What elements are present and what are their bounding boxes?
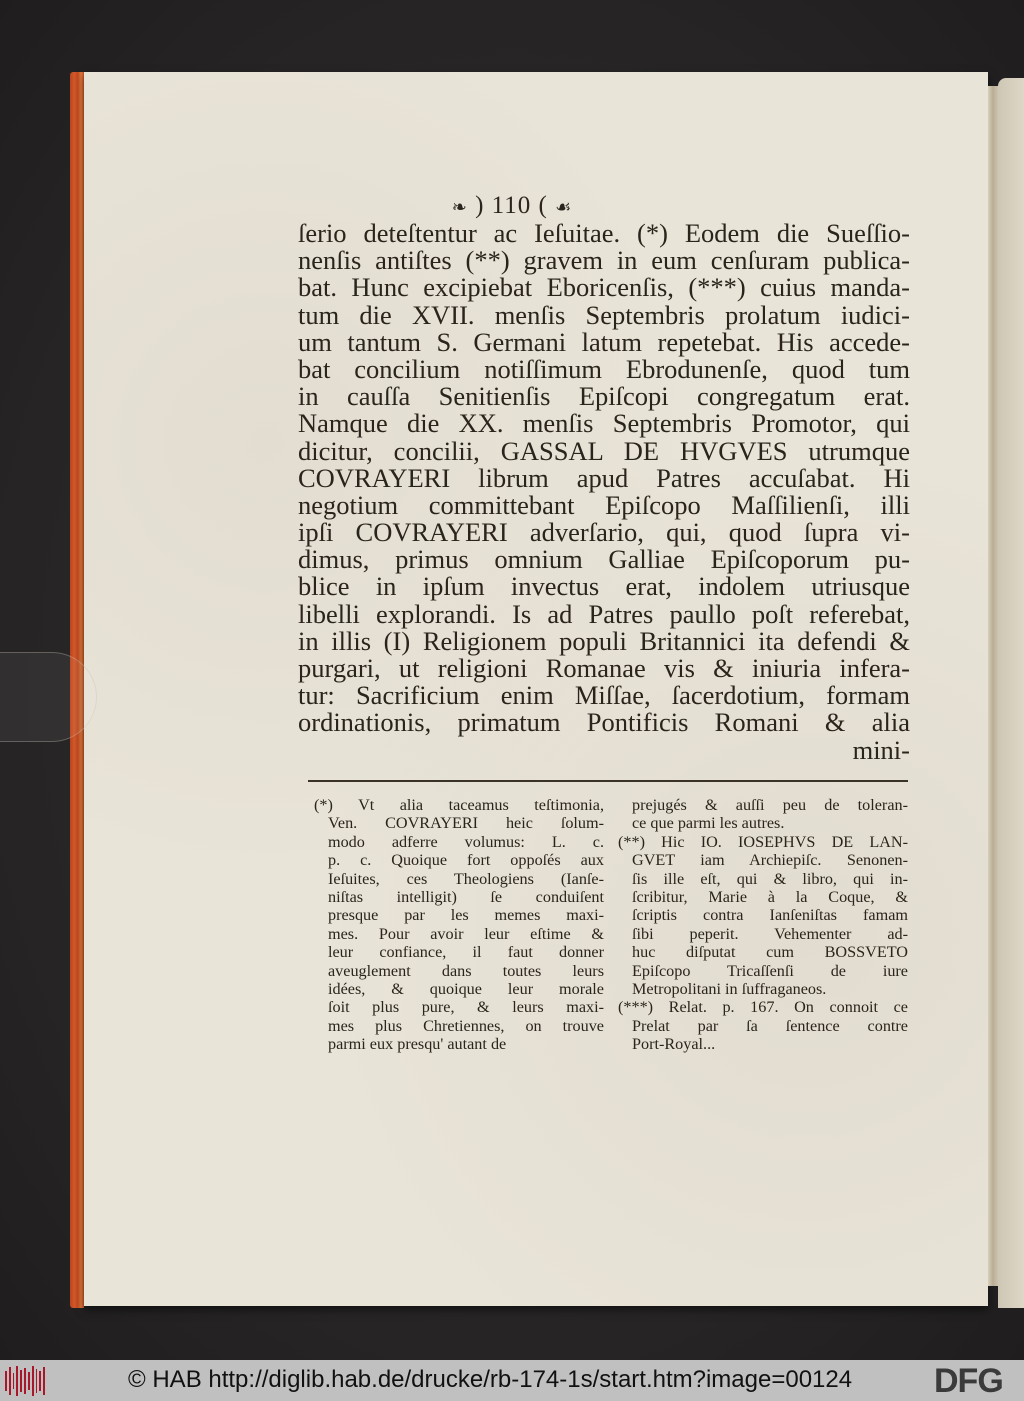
- footnote-line: prejugés & auſſi peu de toleran-: [632, 796, 908, 814]
- text-line: negotium committebant Epiſcopo Maſſilienſi, illi: [298, 489, 910, 520]
- footnote-line: Ven. COVRAYERI heic ſolum-: [328, 814, 604, 833]
- footnote-line: Ieſuites, ces Theologiens (Ianſe-: [328, 869, 604, 888]
- barcode-bar: [13, 1373, 15, 1389]
- footnote-line: Metropolitani in ſuffraganeos.: [632, 979, 827, 998]
- footnotes-left-column: [314, 796, 604, 1053]
- footnote-line: Epiſcopo Tricaſſenſi de iure: [632, 961, 908, 980]
- text-line: nenſis antiſtes (**) gravem in eum cenſuram publica-: [298, 245, 910, 276]
- text-line: ordinationis, primatum Pontificis Romani & alia: [298, 707, 910, 738]
- footnote-line: ſcriptis contra Ianſeniſtas famam: [632, 906, 908, 925]
- footnote-line: mes plus Chretiennes, on trouve: [328, 1016, 604, 1035]
- text-line: bat concilium notiſſimum Ebrodunenſe, quod tum: [298, 353, 910, 384]
- footnote-line: parmi eux presqu' autant de: [328, 1035, 507, 1054]
- footnote-line: Prelat par ſa ſentence contre: [632, 1016, 908, 1035]
- text-line: in illis (I) Religionem populi Britannici ita defendi &: [298, 625, 910, 656]
- footnote-line: ſcribitur, Marie à la Coque, &: [632, 887, 908, 906]
- text-line: tur: Sacrificium enim Miſſae, ſacerdotium, formam: [298, 680, 910, 711]
- footnote-line: p. c. Quoique fort oppoſés aux: [328, 851, 604, 870]
- text-line: ſerio deteſtentur ac Ieſuitae. (*) Eodem die Sueſſio-: [298, 218, 910, 248]
- text-line: dimus, primus omnium Galliae Epiſcoporum pu-: [298, 544, 910, 575]
- barcode-bar: [28, 1372, 30, 1390]
- plastic-clip: [0, 652, 97, 742]
- barcode-bar: [43, 1367, 45, 1395]
- text-line: mini-: [852, 734, 910, 765]
- barcode-bar: [39, 1371, 41, 1391]
- text-line: dicitur, concilii, GASSAL DE HVGVES utrumque: [298, 435, 910, 466]
- footnote-line: ſis ille eſt, qui & libro, qui in-: [632, 869, 908, 888]
- text-line: bat. Hunc excipiebat Eboricenſis, (***) cuius manda-: [298, 272, 910, 303]
- footnote-line: mes. Pour avoir leur eſtime &: [328, 924, 604, 943]
- footnote-line: idées, & quoique leur morale: [328, 979, 604, 998]
- footnote-line: ſoit plus pure, & leurs maxi-: [328, 998, 604, 1017]
- footnote-line: (**) Hic IO. IOSEPHVS DE LAN-: [618, 832, 908, 851]
- barcode-bar: [36, 1369, 38, 1393]
- footnote-line: ſibi peperit. Vehementer ad-: [632, 924, 908, 943]
- page-number: ) 110 (: [475, 192, 548, 219]
- footnote-line: niſtas intelligit) ſe conduiſent: [328, 887, 604, 906]
- text-line: in cauſſa Senitienſis Epiſcopi congregatum erat.: [298, 381, 910, 412]
- page-gutter: [988, 86, 998, 1286]
- footnotes-right-column: [618, 796, 908, 1053]
- barcode-bar: [5, 1371, 7, 1391]
- barcode-bar: [32, 1366, 34, 1396]
- footnote-line: modo adferre volumus: L. c.: [328, 832, 604, 851]
- footnote-line: presque par les memes maxi-: [328, 906, 604, 925]
- footnote-line: (*) Vt alia taceamus teſtimonia,: [314, 796, 604, 814]
- footnote-line: huc diſputat cum BOSSVETO: [632, 943, 908, 962]
- running-head: [0, 192, 1024, 220]
- barcode-logo-icon: [5, 1364, 45, 1397]
- text-line: Namque die XX. menſis Septembris Promotor, qui: [298, 408, 910, 439]
- footnote-line: aveuglement dans toutes leurs: [328, 961, 604, 980]
- text-line: libelli explorandi. Is ad Patres paullo poſt referebat,: [298, 598, 910, 629]
- body-text: [298, 220, 910, 764]
- footer-credit-link[interactable]: © HAB http://diglib.hab.de/drucke/rb-174-1s/start.htm?image=00124: [128, 1366, 853, 1393]
- text-line: COVRAYERI librum apud Patres accuſabat. Hi: [298, 462, 910, 493]
- text-line: blice in ipſum invectus erat, indolem utriusque: [298, 571, 910, 602]
- barcode-bar: [9, 1367, 11, 1395]
- text-line: ipſi COVRAYERI adverſario, qui, quod ſupra vi-: [298, 517, 910, 548]
- footnote-line: (***) Relat. p. 167. On connoit ce: [618, 998, 908, 1017]
- footnote-rule: [308, 780, 908, 782]
- footnote-line: Port-Royal...: [632, 1035, 716, 1054]
- text-line: tum die XVII. menſis Septembris prolatum iudici-: [298, 299, 910, 330]
- barcode-bar: [20, 1370, 22, 1392]
- barcode-bar: [24, 1368, 26, 1394]
- footer-bar: [0, 1360, 1024, 1401]
- footnote-line: leur confiance, il faut donner: [328, 943, 604, 962]
- text-line: purgari, ut religioni Romanae vis & iniuria infera-: [298, 653, 910, 683]
- barcode-bar: [16, 1366, 18, 1396]
- footnote-line: GVET iam Archiepiſc. Senonen-: [632, 851, 908, 870]
- right-ornament-icon: ☙: [555, 197, 573, 217]
- footnote-line: ce que parmi les autres.: [632, 814, 785, 833]
- opposite-page-edge: [998, 78, 1024, 1308]
- left-ornament-icon: ❧: [451, 197, 468, 217]
- text-line: um tantum S. Germani latum repetebat. His accede-: [298, 326, 910, 357]
- dfg-logo: DFG: [934, 1362, 1003, 1400]
